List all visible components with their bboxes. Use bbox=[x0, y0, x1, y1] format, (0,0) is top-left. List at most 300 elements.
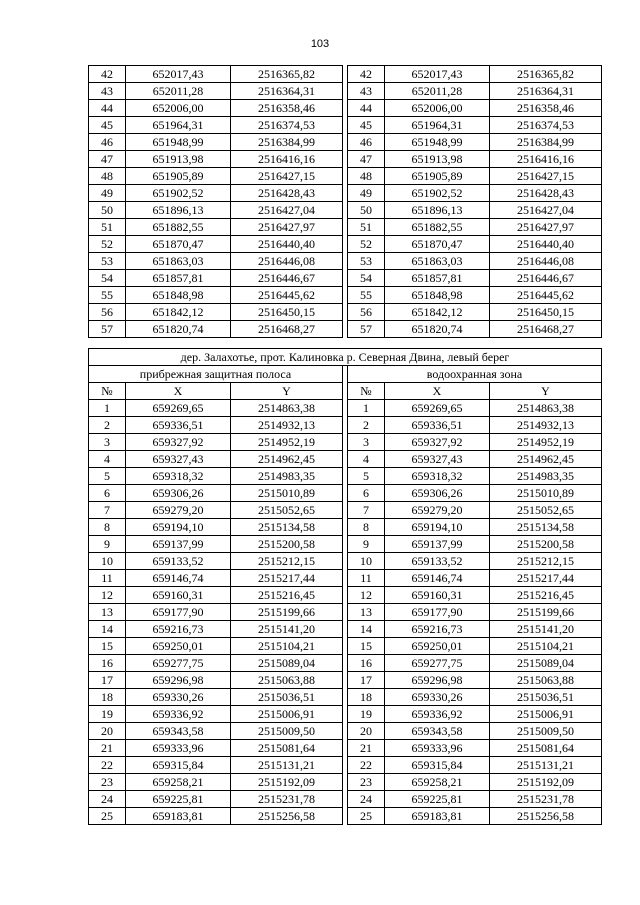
left-point-number: 21 bbox=[89, 740, 126, 757]
right-x-value: 651848,98 bbox=[385, 287, 490, 304]
left-point-number: 47 bbox=[89, 151, 126, 168]
left-x-value: 651902,52 bbox=[126, 185, 231, 202]
left-y-value: 2514962,45 bbox=[231, 451, 343, 468]
left-x-value: 659315,84 bbox=[126, 757, 231, 774]
left-x-value: 659183,81 bbox=[126, 808, 231, 825]
left-point-number: 55 bbox=[89, 287, 126, 304]
left-x-value: 651913,98 bbox=[126, 151, 231, 168]
left-y-value: 2514952,19 bbox=[231, 434, 343, 451]
right-point-number: 14 bbox=[348, 621, 385, 638]
left-x-value: 659330,26 bbox=[126, 689, 231, 706]
right-x-value: 659306,26 bbox=[385, 485, 490, 502]
right-point-number: 50 bbox=[348, 202, 385, 219]
left-y-value: 2515063,88 bbox=[231, 672, 343, 689]
left-col-x-header: X bbox=[126, 383, 231, 400]
right-point-number: 43 bbox=[348, 83, 385, 100]
left-y-value: 2515009,50 bbox=[231, 723, 343, 740]
right-point-number: 1 bbox=[348, 400, 385, 417]
left-y-value: 2515104,21 bbox=[231, 638, 343, 655]
left-point-number: 23 bbox=[89, 774, 126, 791]
right-x-value: 659279,20 bbox=[385, 502, 490, 519]
right-point-number: 4 bbox=[348, 451, 385, 468]
right-x-value: 659327,43 bbox=[385, 451, 490, 468]
left-x-value: 651863,03 bbox=[126, 253, 231, 270]
table-row bbox=[89, 604, 602, 621]
right-point-number: 51 bbox=[348, 219, 385, 236]
table-row bbox=[89, 689, 602, 706]
right-point-number: 6 bbox=[348, 485, 385, 502]
table-row bbox=[89, 185, 602, 202]
right-y-value: 2515231,78 bbox=[490, 791, 602, 808]
left-x-value: 659137,99 bbox=[126, 536, 231, 553]
right-y-value: 2515134,58 bbox=[490, 519, 602, 536]
table-row bbox=[89, 236, 602, 253]
left-x-value: 659333,96 bbox=[126, 740, 231, 757]
table-row bbox=[89, 621, 602, 638]
left-x-value: 652011,28 bbox=[126, 83, 231, 100]
right-y-value: 2516358,46 bbox=[490, 100, 602, 117]
table-row bbox=[89, 570, 602, 587]
left-x-value: 659250,01 bbox=[126, 638, 231, 655]
right-x-value: 659315,84 bbox=[385, 757, 490, 774]
right-x-value: 652011,28 bbox=[385, 83, 490, 100]
right-y-value: 2514962,45 bbox=[490, 451, 602, 468]
right-y-value: 2515192,09 bbox=[490, 774, 602, 791]
right-point-number: 47 bbox=[348, 151, 385, 168]
right-y-value: 2516468,27 bbox=[490, 321, 602, 338]
right-point-number: 23 bbox=[348, 774, 385, 791]
right-x-value: 659137,99 bbox=[385, 536, 490, 553]
right-point-number: 57 bbox=[348, 321, 385, 338]
table-row bbox=[89, 168, 602, 185]
table-row bbox=[89, 757, 602, 774]
left-point-number: 15 bbox=[89, 638, 126, 655]
right-point-number: 52 bbox=[348, 236, 385, 253]
left-y-value: 2516446,08 bbox=[231, 253, 343, 270]
column-header-row bbox=[89, 383, 602, 400]
right-y-value: 2516428,43 bbox=[490, 185, 602, 202]
table-row bbox=[89, 655, 602, 672]
right-x-value: 651882,55 bbox=[385, 219, 490, 236]
left-x-value: 651870,47 bbox=[126, 236, 231, 253]
left-point-number: 16 bbox=[89, 655, 126, 672]
left-point-number: 8 bbox=[89, 519, 126, 536]
table-row bbox=[89, 219, 602, 236]
right-col-x-header: X bbox=[385, 383, 490, 400]
right-x-value: 659160,31 bbox=[385, 587, 490, 604]
right-x-value: 659269,65 bbox=[385, 400, 490, 417]
right-point-number: 49 bbox=[348, 185, 385, 202]
left-x-value: 659160,31 bbox=[126, 587, 231, 604]
right-point-number: 17 bbox=[348, 672, 385, 689]
left-y-value: 2515192,09 bbox=[231, 774, 343, 791]
right-x-value: 659333,96 bbox=[385, 740, 490, 757]
left-x-value: 652006,00 bbox=[126, 100, 231, 117]
right-x-value: 659330,26 bbox=[385, 689, 490, 706]
left-y-value: 2515141,20 bbox=[231, 621, 343, 638]
right-point-number: 5 bbox=[348, 468, 385, 485]
right-y-value: 2515081,64 bbox=[490, 740, 602, 757]
left-point-number: 17 bbox=[89, 672, 126, 689]
right-point-number: 54 bbox=[348, 270, 385, 287]
left-x-value: 652017,43 bbox=[126, 66, 231, 83]
left-y-value: 2515131,21 bbox=[231, 757, 343, 774]
left-point-number: 54 bbox=[89, 270, 126, 287]
left-point-number: 1 bbox=[89, 400, 126, 417]
table-row bbox=[89, 808, 602, 825]
left-col-no-header: № bbox=[89, 383, 126, 400]
table-row bbox=[89, 117, 602, 134]
left-x-value: 651842,12 bbox=[126, 304, 231, 321]
left-y-value: 2516427,97 bbox=[231, 219, 343, 236]
right-y-value: 2515217,44 bbox=[490, 570, 602, 587]
table-row bbox=[89, 536, 602, 553]
right-y-value: 2515131,21 bbox=[490, 757, 602, 774]
right-y-value: 2515006,91 bbox=[490, 706, 602, 723]
right-x-value: 651902,52 bbox=[385, 185, 490, 202]
left-y-value: 2515010,89 bbox=[231, 485, 343, 502]
left-col-y-header: Y bbox=[231, 383, 343, 400]
right-point-number: 2 bbox=[348, 417, 385, 434]
right-point-number: 56 bbox=[348, 304, 385, 321]
table-row bbox=[89, 706, 602, 723]
right-y-value: 2514932,13 bbox=[490, 417, 602, 434]
left-point-number: 13 bbox=[89, 604, 126, 621]
right-x-value: 659327,92 bbox=[385, 434, 490, 451]
left-point-number: 11 bbox=[89, 570, 126, 587]
right-point-number: 25 bbox=[348, 808, 385, 825]
left-point-number: 56 bbox=[89, 304, 126, 321]
left-x-value: 651820,74 bbox=[126, 321, 231, 338]
table-row bbox=[89, 66, 602, 83]
left-x-value: 659225,81 bbox=[126, 791, 231, 808]
right-y-value: 2516374,53 bbox=[490, 117, 602, 134]
right-point-number: 10 bbox=[348, 553, 385, 570]
right-point-number: 45 bbox=[348, 117, 385, 134]
table-row bbox=[89, 83, 602, 100]
right-y-value: 2515089,04 bbox=[490, 655, 602, 672]
left-point-number: 19 bbox=[89, 706, 126, 723]
left-x-value: 651857,81 bbox=[126, 270, 231, 287]
right-y-value: 2516450,15 bbox=[490, 304, 602, 321]
right-x-value: 651948,99 bbox=[385, 134, 490, 151]
right-y-value: 2515199,66 bbox=[490, 604, 602, 621]
left-y-value: 2516440,40 bbox=[231, 236, 343, 253]
left-x-value: 659216,73 bbox=[126, 621, 231, 638]
left-x-value: 659306,26 bbox=[126, 485, 231, 502]
left-x-value: 659327,92 bbox=[126, 434, 231, 451]
table-row bbox=[89, 451, 602, 468]
right-x-value: 659258,21 bbox=[385, 774, 490, 791]
left-x-value: 659343,58 bbox=[126, 723, 231, 740]
right-x-value: 651964,31 bbox=[385, 117, 490, 134]
right-x-value: 652017,43 bbox=[385, 66, 490, 83]
right-y-value: 2515216,45 bbox=[490, 587, 602, 604]
right-x-value: 659336,51 bbox=[385, 417, 490, 434]
right-point-number: 20 bbox=[348, 723, 385, 740]
right-x-value: 651905,89 bbox=[385, 168, 490, 185]
left-point-number: 9 bbox=[89, 536, 126, 553]
left-point-number: 22 bbox=[89, 757, 126, 774]
right-point-number: 12 bbox=[348, 587, 385, 604]
left-y-value: 2516358,46 bbox=[231, 100, 343, 117]
left-point-number: 43 bbox=[89, 83, 126, 100]
left-x-value: 659146,74 bbox=[126, 570, 231, 587]
left-point-number: 25 bbox=[89, 808, 126, 825]
table-row bbox=[89, 587, 602, 604]
left-y-value: 2515036,51 bbox=[231, 689, 343, 706]
left-x-value: 659336,51 bbox=[126, 417, 231, 434]
right-point-number: 44 bbox=[348, 100, 385, 117]
left-y-value: 2516384,99 bbox=[231, 134, 343, 151]
left-y-value: 2515089,04 bbox=[231, 655, 343, 672]
left-point-number: 20 bbox=[89, 723, 126, 740]
left-x-value: 651948,99 bbox=[126, 134, 231, 151]
section-title-row bbox=[89, 349, 602, 366]
table-row bbox=[89, 638, 602, 655]
right-point-number: 19 bbox=[348, 706, 385, 723]
left-point-number: 51 bbox=[89, 219, 126, 236]
right-x-value: 651896,13 bbox=[385, 202, 490, 219]
left-x-value: 659318,32 bbox=[126, 468, 231, 485]
table-row bbox=[89, 519, 602, 536]
left-y-value: 2515081,64 bbox=[231, 740, 343, 757]
table-row bbox=[89, 400, 602, 417]
table-row bbox=[89, 434, 602, 451]
right-x-value: 659216,73 bbox=[385, 621, 490, 638]
left-x-value: 659269,65 bbox=[126, 400, 231, 417]
right-x-value: 659318,32 bbox=[385, 468, 490, 485]
right-y-value: 2515036,51 bbox=[490, 689, 602, 706]
right-y-value: 2515212,15 bbox=[490, 553, 602, 570]
left-y-value: 2516365,82 bbox=[231, 66, 343, 83]
right-x-value: 659146,74 bbox=[385, 570, 490, 587]
table-row bbox=[89, 672, 602, 689]
right-x-value: 659133,52 bbox=[385, 553, 490, 570]
right-y-value: 2515104,21 bbox=[490, 638, 602, 655]
right-col-no-header: № bbox=[348, 383, 385, 400]
page-number: 103 bbox=[310, 38, 330, 50]
right-y-value: 2515009,50 bbox=[490, 723, 602, 740]
right-y-value: 2515200,58 bbox=[490, 536, 602, 553]
right-x-value: 659225,81 bbox=[385, 791, 490, 808]
left-point-number: 45 bbox=[89, 117, 126, 134]
right-point-number: 8 bbox=[348, 519, 385, 536]
right-y-value: 2516364,31 bbox=[490, 83, 602, 100]
right-point-number: 22 bbox=[348, 757, 385, 774]
left-y-value: 2516416,16 bbox=[231, 151, 343, 168]
left-y-value: 2515052,65 bbox=[231, 502, 343, 519]
table-row bbox=[89, 740, 602, 757]
right-zone-header: водоохранная зона bbox=[348, 366, 602, 383]
right-point-number: 16 bbox=[348, 655, 385, 672]
table-row bbox=[89, 723, 602, 740]
table-row bbox=[89, 287, 602, 304]
left-y-value: 2514983,35 bbox=[231, 468, 343, 485]
right-y-value: 2516427,04 bbox=[490, 202, 602, 219]
right-y-value: 2516446,67 bbox=[490, 270, 602, 287]
right-x-value: 651842,12 bbox=[385, 304, 490, 321]
left-x-value: 659177,90 bbox=[126, 604, 231, 621]
left-y-value: 2515199,66 bbox=[231, 604, 343, 621]
table-row bbox=[89, 553, 602, 570]
left-point-number: 10 bbox=[89, 553, 126, 570]
left-point-number: 24 bbox=[89, 791, 126, 808]
left-y-value: 2514932,13 bbox=[231, 417, 343, 434]
left-x-value: 659277,75 bbox=[126, 655, 231, 672]
left-y-value: 2515134,58 bbox=[231, 519, 343, 536]
left-y-value: 2515006,91 bbox=[231, 706, 343, 723]
right-point-number: 9 bbox=[348, 536, 385, 553]
right-x-value: 651857,81 bbox=[385, 270, 490, 287]
right-point-number: 24 bbox=[348, 791, 385, 808]
left-x-value: 651905,89 bbox=[126, 168, 231, 185]
zone-header-row bbox=[89, 366, 602, 383]
right-y-value: 2516440,40 bbox=[490, 236, 602, 253]
right-x-value: 659296,98 bbox=[385, 672, 490, 689]
table-row bbox=[89, 321, 602, 338]
left-point-number: 57 bbox=[89, 321, 126, 338]
right-x-value: 659336,92 bbox=[385, 706, 490, 723]
left-y-value: 2516364,31 bbox=[231, 83, 343, 100]
left-point-number: 5 bbox=[89, 468, 126, 485]
left-point-number: 6 bbox=[89, 485, 126, 502]
coordinates-table-bottom bbox=[88, 348, 602, 825]
right-y-value: 2515052,65 bbox=[490, 502, 602, 519]
section-title: дер. Залахотье, прот. Калиновка р. Северная Двина, левый берег bbox=[89, 349, 602, 366]
left-zone-header: прибрежная защитная полоса bbox=[89, 366, 343, 383]
right-point-number: 11 bbox=[348, 570, 385, 587]
left-x-value: 659336,92 bbox=[126, 706, 231, 723]
left-x-value: 659133,52 bbox=[126, 553, 231, 570]
right-point-number: 42 bbox=[348, 66, 385, 83]
left-point-number: 50 bbox=[89, 202, 126, 219]
left-y-value: 2516450,15 bbox=[231, 304, 343, 321]
right-y-value: 2516427,97 bbox=[490, 219, 602, 236]
right-y-value: 2516365,82 bbox=[490, 66, 602, 83]
left-x-value: 659327,43 bbox=[126, 451, 231, 468]
right-point-number: 46 bbox=[348, 134, 385, 151]
left-x-value: 659258,21 bbox=[126, 774, 231, 791]
right-x-value: 659183,81 bbox=[385, 808, 490, 825]
right-y-value: 2514983,35 bbox=[490, 468, 602, 485]
table-row bbox=[89, 468, 602, 485]
table-row bbox=[89, 485, 602, 502]
right-point-number: 53 bbox=[348, 253, 385, 270]
left-point-number: 7 bbox=[89, 502, 126, 519]
table-row bbox=[89, 202, 602, 219]
table-row bbox=[89, 270, 602, 287]
left-y-value: 2515212,15 bbox=[231, 553, 343, 570]
left-point-number: 48 bbox=[89, 168, 126, 185]
table-row bbox=[89, 774, 602, 791]
right-x-value: 651870,47 bbox=[385, 236, 490, 253]
right-y-value: 2516445,62 bbox=[490, 287, 602, 304]
right-y-value: 2515256,58 bbox=[490, 808, 602, 825]
left-x-value: 659279,20 bbox=[126, 502, 231, 519]
right-x-value: 659177,90 bbox=[385, 604, 490, 621]
left-y-value: 2515256,58 bbox=[231, 808, 343, 825]
left-point-number: 4 bbox=[89, 451, 126, 468]
right-y-value: 2514952,19 bbox=[490, 434, 602, 451]
table-row bbox=[89, 253, 602, 270]
left-x-value: 659296,98 bbox=[126, 672, 231, 689]
right-point-number: 15 bbox=[348, 638, 385, 655]
right-x-value: 659250,01 bbox=[385, 638, 490, 655]
left-y-value: 2515216,45 bbox=[231, 587, 343, 604]
left-point-number: 46 bbox=[89, 134, 126, 151]
right-x-value: 659277,75 bbox=[385, 655, 490, 672]
table-row bbox=[89, 100, 602, 117]
right-point-number: 13 bbox=[348, 604, 385, 621]
left-x-value: 651896,13 bbox=[126, 202, 231, 219]
right-y-value: 2516446,08 bbox=[490, 253, 602, 270]
left-point-number: 18 bbox=[89, 689, 126, 706]
left-y-value: 2516468,27 bbox=[231, 321, 343, 338]
left-x-value: 651882,55 bbox=[126, 219, 231, 236]
table-row bbox=[89, 502, 602, 519]
left-y-value: 2515217,44 bbox=[231, 570, 343, 587]
table-row bbox=[89, 304, 602, 321]
coordinates-table-top bbox=[88, 65, 602, 338]
left-y-value: 2516427,04 bbox=[231, 202, 343, 219]
left-x-value: 651848,98 bbox=[126, 287, 231, 304]
right-y-value: 2516384,99 bbox=[490, 134, 602, 151]
left-point-number: 2 bbox=[89, 417, 126, 434]
table-row bbox=[89, 151, 602, 168]
left-x-value: 651964,31 bbox=[126, 117, 231, 134]
right-y-value: 2515141,20 bbox=[490, 621, 602, 638]
right-point-number: 7 bbox=[348, 502, 385, 519]
right-x-value: 651820,74 bbox=[385, 321, 490, 338]
right-x-value: 651913,98 bbox=[385, 151, 490, 168]
left-y-value: 2516445,62 bbox=[231, 287, 343, 304]
left-point-number: 14 bbox=[89, 621, 126, 638]
left-y-value: 2514863,38 bbox=[231, 400, 343, 417]
left-y-value: 2516427,15 bbox=[231, 168, 343, 185]
left-point-number: 42 bbox=[89, 66, 126, 83]
right-x-value: 659194,10 bbox=[385, 519, 490, 536]
left-x-value: 659194,10 bbox=[126, 519, 231, 536]
right-point-number: 21 bbox=[348, 740, 385, 757]
right-x-value: 652006,00 bbox=[385, 100, 490, 117]
right-point-number: 55 bbox=[348, 287, 385, 304]
left-y-value: 2515200,58 bbox=[231, 536, 343, 553]
right-point-number: 48 bbox=[348, 168, 385, 185]
table-row bbox=[89, 417, 602, 434]
right-col-y-header: Y bbox=[490, 383, 602, 400]
table-row bbox=[89, 791, 602, 808]
left-y-value: 2516374,53 bbox=[231, 117, 343, 134]
table-row bbox=[89, 134, 602, 151]
left-point-number: 53 bbox=[89, 253, 126, 270]
right-point-number: 3 bbox=[348, 434, 385, 451]
left-point-number: 52 bbox=[89, 236, 126, 253]
right-y-value: 2516427,15 bbox=[490, 168, 602, 185]
left-point-number: 44 bbox=[89, 100, 126, 117]
left-y-value: 2516446,67 bbox=[231, 270, 343, 287]
right-x-value: 659343,58 bbox=[385, 723, 490, 740]
left-y-value: 2516428,43 bbox=[231, 185, 343, 202]
left-point-number: 12 bbox=[89, 587, 126, 604]
right-y-value: 2515063,88 bbox=[490, 672, 602, 689]
right-y-value: 2514863,38 bbox=[490, 400, 602, 417]
right-point-number: 18 bbox=[348, 689, 385, 706]
right-x-value: 651863,03 bbox=[385, 253, 490, 270]
left-point-number: 3 bbox=[89, 434, 126, 451]
left-point-number: 49 bbox=[89, 185, 126, 202]
left-y-value: 2515231,78 bbox=[231, 791, 343, 808]
